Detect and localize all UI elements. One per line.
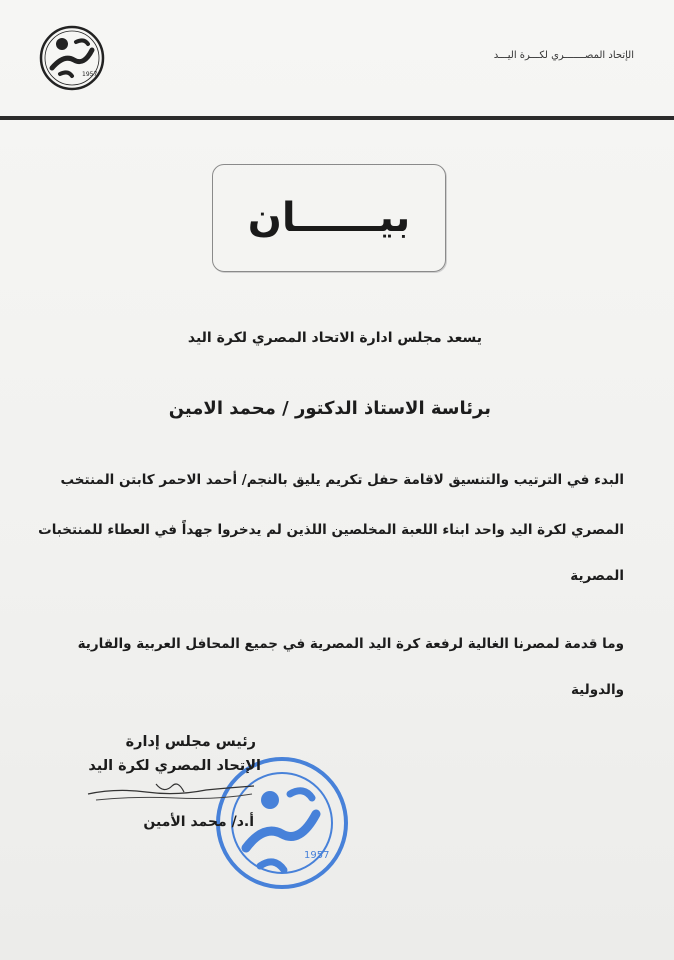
body-line: البدء في الترتيب والتنسيق لاقامة حفل تكريم يليق بالنجم/ أحمد الاحمر كابتن المنتخب: [60, 472, 624, 488]
signatory-name: أ.د/ محمد الأمين: [143, 814, 254, 830]
header-divider: [0, 116, 674, 120]
intro-line: يسعد مجلس ادارة الاتحاد المصري لكرة اليد: [187, 330, 482, 346]
signature-title-line-1: رئيس مجلس إدارة: [125, 734, 256, 750]
signature-title-line-2: الإتحاد المصري لكرة اليد: [88, 758, 261, 774]
logo-year: 1957: [82, 71, 98, 78]
body-line: المصرية: [570, 568, 624, 584]
presidency-line: برئاسة الاستاذ الدكتور / محمد الامين: [168, 398, 491, 419]
header-org-name: الإتحاد المصـــــــري لكـــرة اليـــد: [493, 50, 634, 61]
document-title: بيــــــان: [247, 195, 411, 241]
body-line: وما قدمة لمصرنا الغالية لرفعة كرة اليد المصرية في جميع المحافل العربية والقارية: [77, 636, 624, 652]
stamp-year: 1957: [304, 850, 330, 861]
title-box: [212, 164, 446, 272]
handball-federation-logo-icon: [38, 24, 106, 92]
handwritten-signature: [86, 778, 256, 812]
body-line: المصري لكرة اليد واحد ابناء اللعبة المخلصين اللذين لم يدخروا جهداً في العطاء للمنتخبات: [38, 522, 624, 538]
body-line: والدولية: [570, 682, 624, 698]
